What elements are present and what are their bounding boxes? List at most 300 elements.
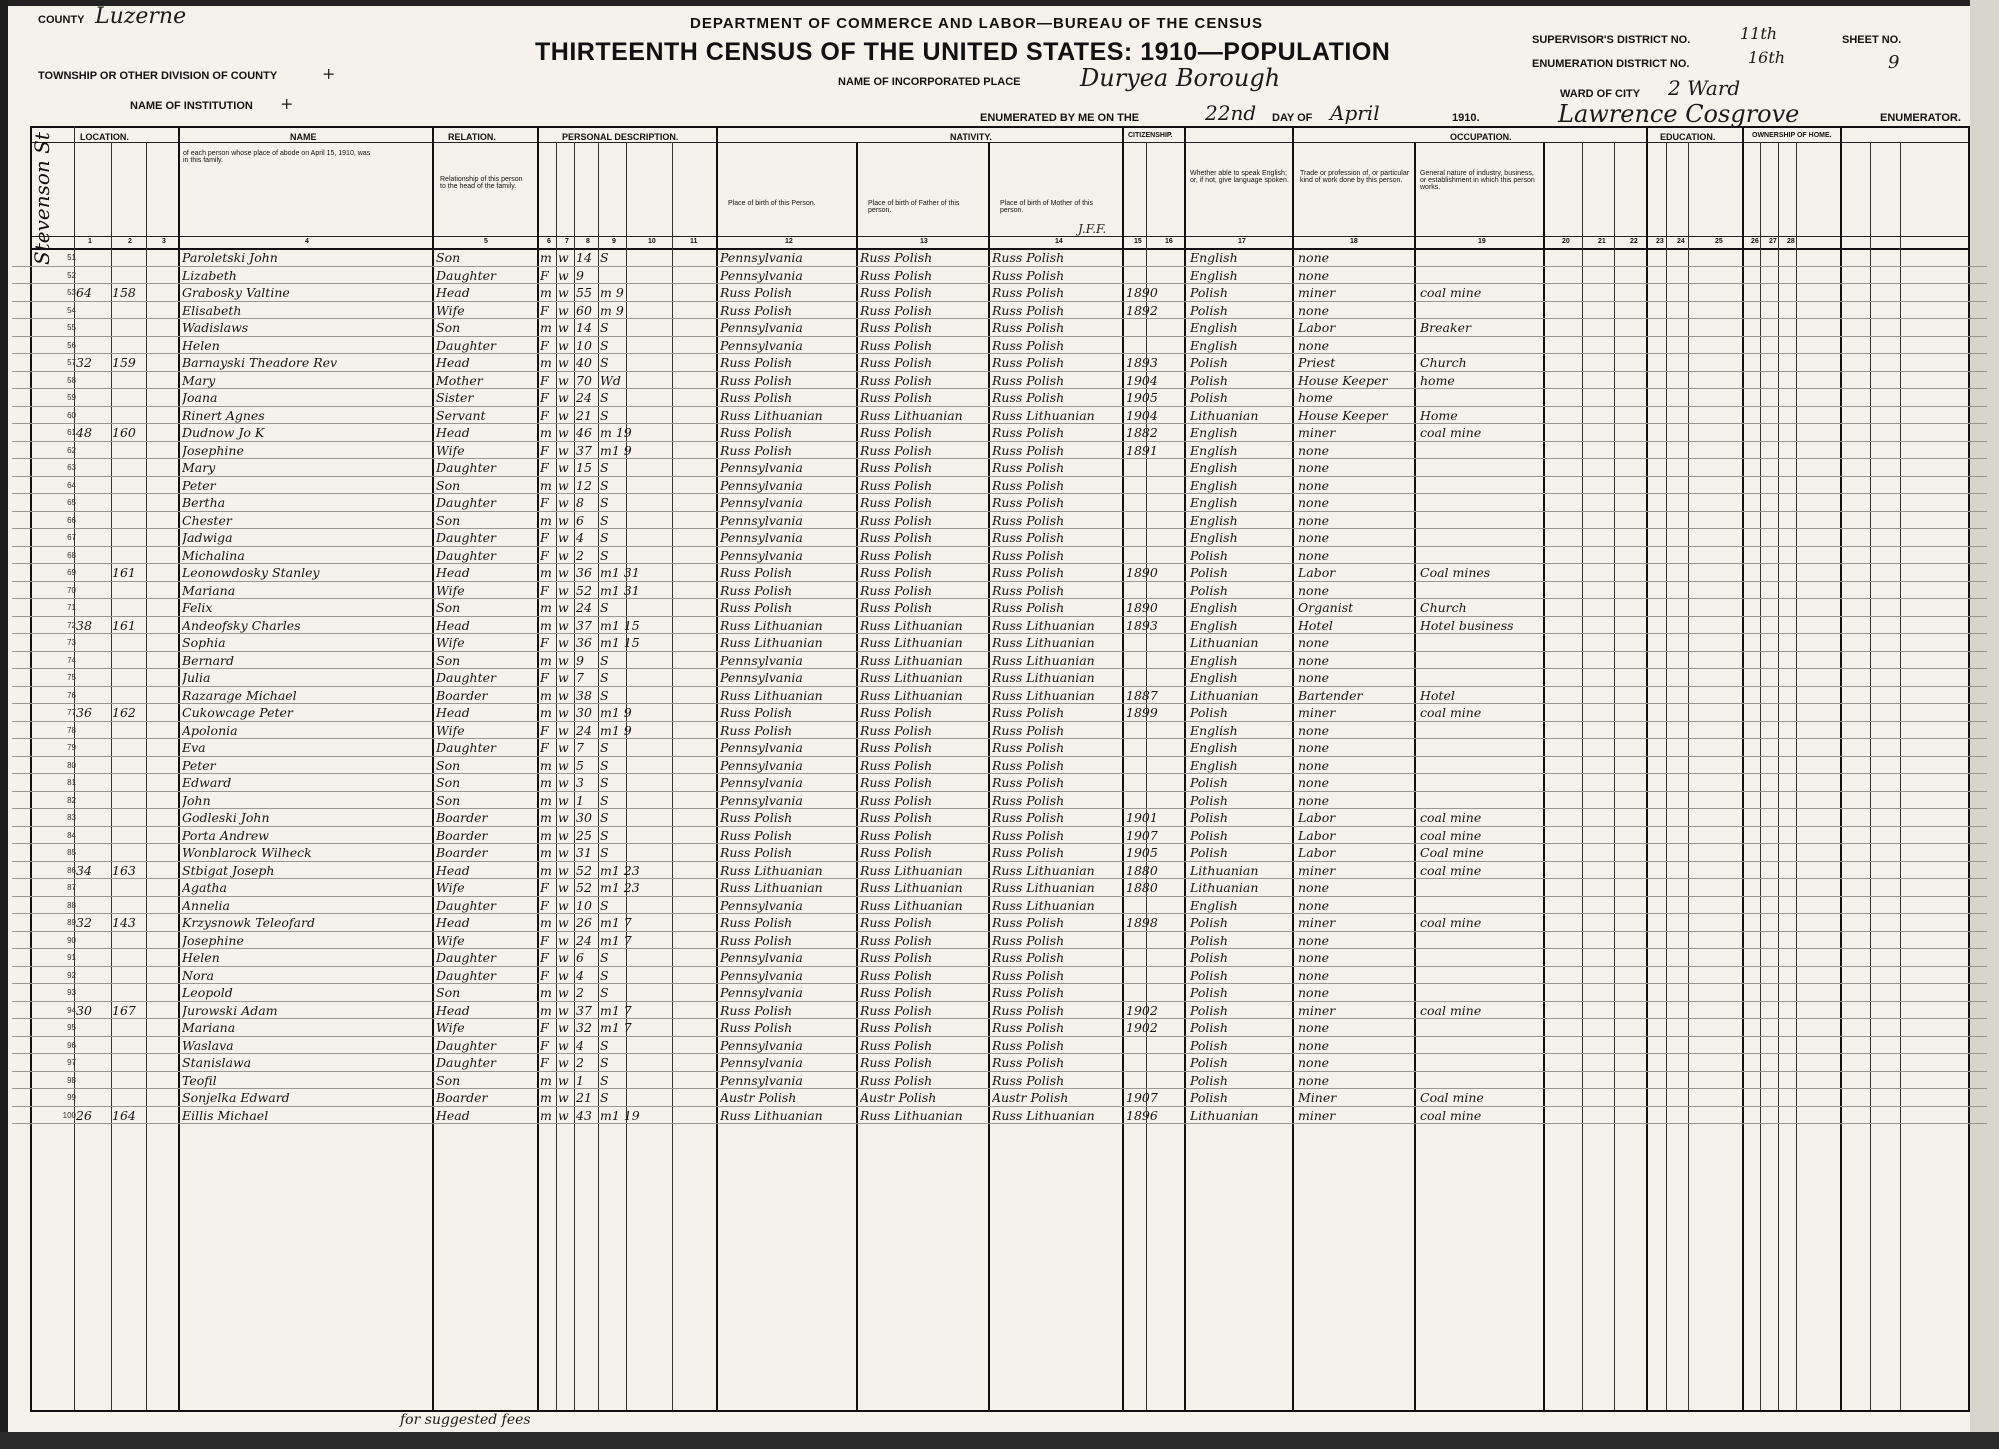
cell-sex: m: [540, 285, 552, 300]
cell-birth: Russ Polish: [720, 600, 793, 615]
cell-father: Russ Polish: [860, 757, 933, 773]
cell-father: Russ Polish: [860, 320, 933, 335]
cell-imm: [1126, 792, 1160, 808]
cell-lang: Polish: [1190, 792, 1228, 808]
cell-father: Russ Polish: [860, 985, 933, 1000]
table-row: [12, 809, 1987, 827]
table-row: [12, 1054, 1987, 1072]
table-row: [12, 687, 1987, 705]
cell-dw: 64: [76, 285, 92, 300]
cell-sex: F: [540, 932, 549, 948]
cell-birth: Pennsylvania: [720, 967, 803, 983]
cell-name: Helen: [182, 950, 220, 965]
table-row: [12, 1072, 1987, 1090]
cell-ind: coal mine: [1420, 915, 1482, 930]
cell-mother: Russ Polish: [992, 302, 1065, 318]
cell-fam: 167: [112, 1002, 136, 1018]
cell-ms: S: [600, 1090, 609, 1105]
cell-sex: F: [540, 1037, 549, 1053]
cell-ind: coal mine: [1420, 810, 1482, 825]
cell-ind: [1420, 389, 1546, 405]
cell-ms: m1 7: [600, 915, 632, 930]
cell-rel: Son: [436, 775, 461, 790]
cell-age: 7: [576, 670, 584, 685]
cell-name: John: [182, 792, 211, 808]
column-number: 23: [1656, 238, 1664, 245]
stamp-initials: J.F.F.: [1078, 222, 1107, 236]
cell-trade: Miner: [1298, 1090, 1337, 1105]
cell-rel: Son: [436, 512, 461, 528]
cell-lang: Polish: [1190, 1055, 1228, 1070]
cell-fam: [112, 477, 144, 493]
cell-line: 77: [67, 708, 76, 717]
cell-race: w: [558, 512, 569, 528]
cell-age: 7: [576, 740, 584, 755]
cell-birth: Pennsylvania: [720, 512, 803, 528]
cell-line: 84: [67, 830, 76, 840]
cell-sex: F: [540, 950, 549, 965]
cell-trade: none: [1298, 757, 1330, 773]
cell-race: w: [558, 372, 569, 388]
cell-race: w: [558, 810, 569, 825]
cell-name: Peter: [182, 477, 216, 493]
cell-sex: m: [540, 792, 552, 808]
cell-sex: m: [540, 652, 552, 668]
cell-rel: Wife: [436, 1020, 465, 1035]
cell-name: Nora: [182, 967, 214, 983]
cell-lang: Polish: [1190, 967, 1228, 983]
cell-lang: Polish: [1190, 565, 1228, 580]
cell-trade: Hotel: [1298, 617, 1333, 633]
cell-trade: Labor: [1298, 845, 1336, 860]
cell-sex: F: [540, 740, 549, 755]
cell-line: 95: [67, 1023, 76, 1032]
cell-fam: [112, 827, 144, 843]
cell-race: w: [558, 775, 569, 790]
scan-border-bottom: [0, 1432, 1999, 1449]
cell-race: w: [558, 1055, 569, 1070]
cell-name: Jurowski Adam: [182, 1002, 278, 1018]
cell-age: 52: [576, 582, 592, 598]
cell-line: 93: [67, 988, 76, 997]
column-number: 21: [1598, 238, 1606, 245]
cell-birth: Pennsylvania: [720, 1055, 803, 1070]
cell-imm: [1126, 652, 1160, 668]
cell-father: Russ Polish: [860, 565, 933, 580]
cell-father: Russ Polish: [860, 530, 933, 545]
cell-age: 10: [576, 337, 592, 353]
cell-trade: none: [1298, 530, 1330, 545]
cell-name: Krzysnowk Teleofard: [182, 915, 315, 930]
cell-father: Russ Polish: [860, 582, 933, 598]
cell-birth: Russ Polish: [720, 442, 793, 458]
cell-ms: S: [600, 810, 609, 825]
table-row: [12, 494, 1987, 512]
cell-ms: m1 7: [600, 932, 632, 948]
cell-ms: m 19: [600, 425, 632, 440]
cell-lang: Polish: [1190, 775, 1228, 790]
cell-father: Russ Polish: [860, 775, 933, 790]
cell-age: 4: [576, 530, 584, 545]
table-row: [12, 337, 1987, 355]
cell-birth: Russ Lithuanian: [720, 617, 823, 633]
cell-race: w: [558, 267, 569, 283]
county-label: COUNTY: [38, 14, 85, 26]
cell-dw: [76, 249, 110, 265]
cell-age: 31: [576, 845, 592, 860]
cell-father: Russ Lithuanian: [860, 407, 963, 423]
cell-fam: [112, 1089, 144, 1105]
cell-trade: House Keeper: [1298, 372, 1388, 388]
cell-name: Jadwiga: [182, 530, 233, 545]
cell-trade: none: [1298, 722, 1330, 738]
cell-name: Helen: [182, 337, 220, 353]
cell-ms: S: [600, 757, 609, 773]
cell-trade: miner: [1298, 285, 1336, 300]
cell-race: w: [558, 740, 569, 755]
cell-lang: Lithuanian: [1190, 862, 1259, 878]
cell-sex: F: [540, 670, 549, 685]
column-number: 25: [1715, 238, 1723, 245]
cell-ind: home: [1420, 372, 1455, 388]
cell-ms: m1 23: [600, 880, 640, 895]
cell-dw: [76, 792, 110, 808]
day-of-label: DAY OF: [1272, 112, 1313, 124]
cell-dw: [76, 774, 110, 790]
cell-lang: English: [1190, 600, 1238, 615]
cell-name: Mariana: [182, 1020, 236, 1035]
cell-lang: English: [1190, 652, 1238, 668]
cell-age: 36: [576, 565, 592, 580]
cell-birth: Pennsylvania: [720, 652, 803, 668]
cell-age: 9: [576, 652, 584, 668]
cell-ms: m1 23: [600, 862, 640, 878]
cell-line: 94: [67, 1005, 76, 1015]
cell-fam: [112, 967, 144, 983]
group-citizenship: CITIZENSHIP.: [1128, 132, 1173, 139]
cell-birth: Pennsylvania: [720, 495, 803, 510]
cell-mother: Russ Polish: [992, 442, 1065, 458]
cell-ms: m1 31: [600, 582, 640, 598]
cell-dw: 34: [76, 862, 92, 878]
cell-name: Paroletski John: [182, 250, 278, 265]
cell-ms: S: [600, 320, 609, 335]
cell-imm: 1890: [1126, 285, 1158, 300]
cell-ind: coal mine: [1420, 285, 1482, 300]
cell-imm: [1126, 477, 1160, 493]
cell-age: 25: [576, 827, 592, 843]
cell-rel: Head: [436, 1002, 470, 1018]
cell-father: Russ Polish: [860, 915, 933, 930]
cell-ind: Breaker: [1420, 320, 1471, 335]
cell-rel: Daughter: [436, 495, 496, 510]
cell-sex: F: [540, 582, 549, 598]
cell-mother: Russ Polish: [992, 1020, 1065, 1035]
cell-rel: Son: [436, 600, 461, 615]
cell-mother: Russ Polish: [992, 950, 1065, 965]
cell-rel: Son: [436, 792, 461, 808]
cell-dw: [76, 897, 110, 913]
cell-rel: Head: [436, 565, 470, 580]
cell-name: Leopold: [182, 985, 233, 1000]
cell-lang: Lithuanian: [1190, 635, 1259, 650]
cell-ind: [1420, 652, 1546, 668]
cell-fam: 161: [112, 565, 136, 580]
cell-dw: [76, 739, 110, 755]
cell-ms: Wd: [600, 372, 621, 388]
cell-race: w: [558, 985, 569, 1000]
cell-ms: S: [600, 390, 609, 405]
cell-imm: [1126, 757, 1160, 773]
cell-mother: Russ Polish: [992, 1037, 1065, 1053]
cell-ind: coal mine: [1420, 827, 1482, 843]
cell-age: 1: [576, 1072, 584, 1088]
cell-ind: coal mine: [1420, 1002, 1482, 1018]
cell-line: 83: [67, 813, 76, 822]
cell-fam: [112, 372, 144, 388]
cell-age: 52: [576, 880, 592, 895]
cell-ind: [1420, 774, 1546, 790]
cell-dw: [76, 809, 110, 825]
cell-name: Agatha: [182, 880, 228, 895]
cell-trade: Priest: [1298, 355, 1336, 370]
cell-trade: Labor: [1298, 320, 1336, 335]
cell-mother: Russ Polish: [992, 792, 1065, 808]
cell-sex: F: [540, 897, 549, 913]
cell-fam: [112, 1054, 144, 1070]
cell-sex: m: [540, 687, 552, 703]
cell-fam: [112, 547, 144, 563]
cell-mother: Russ Polish: [992, 547, 1065, 563]
column-number: 13: [920, 238, 928, 245]
cell-lang: English: [1190, 740, 1238, 755]
cell-imm: 1905: [1126, 845, 1158, 860]
cell-dw: [76, 319, 110, 335]
cell-sex: F: [540, 635, 549, 650]
cell-age: 30: [576, 705, 592, 720]
cell-name: Godleski John: [182, 810, 270, 825]
column-number: 8: [586, 238, 590, 245]
cell-name: Porta Andrew: [182, 827, 270, 843]
cell-rel: Wife: [436, 302, 465, 318]
cell-age: 5: [576, 757, 584, 773]
cell-race: w: [558, 460, 569, 475]
cell-line: 80: [67, 760, 76, 770]
cell-race: w: [558, 250, 569, 265]
cell-trade: miner: [1298, 862, 1336, 878]
cell-line: 67: [67, 533, 76, 542]
column-number: 3: [162, 238, 166, 245]
cell-mother: Russ Polish: [992, 1002, 1065, 1018]
cell-line: 61: [67, 428, 76, 437]
cell-race: w: [558, 1090, 569, 1105]
cell-mother: Russ Lithuanian: [992, 862, 1095, 878]
cell-trade: none: [1298, 950, 1330, 965]
cell-race: w: [558, 792, 569, 808]
cell-line: 73: [67, 638, 76, 647]
cell-ms: S: [600, 740, 609, 755]
enumerated-label: ENUMERATED BY ME ON THE: [980, 112, 1140, 124]
cell-fam: [112, 879, 144, 895]
cell-name: Lizabeth: [182, 267, 237, 283]
cell-race: w: [558, 495, 569, 510]
cell-line: 98: [67, 1075, 76, 1085]
cell-sex: m: [540, 512, 552, 528]
cell-age: 36: [576, 635, 592, 650]
footer-note: for suggested fees: [400, 1412, 531, 1428]
cell-father: Russ Polish: [860, 967, 933, 983]
cell-sex: F: [540, 967, 549, 983]
cell-dw: [76, 949, 110, 965]
cell-birth: Russ Polish: [720, 705, 793, 720]
cell-imm: [1126, 459, 1160, 475]
census-rows: [12, 249, 1987, 1124]
cell-race: w: [558, 932, 569, 948]
cell-ms: m1 7: [600, 1002, 632, 1018]
header-rule-numbers: [30, 236, 1970, 237]
cell-mother: Russ Polish: [992, 1055, 1065, 1070]
cell-imm: 1902: [1126, 1020, 1158, 1035]
cell-fam: [112, 949, 144, 965]
cell-trade: Labor: [1298, 827, 1336, 843]
cell-ind: [1420, 984, 1546, 1000]
group-ownership: OWNERSHIP OF HOME.: [1752, 132, 1832, 139]
cell-ms: S: [600, 775, 609, 790]
place-value: Duryea Borough: [1080, 64, 1281, 92]
cell-sex: F: [540, 337, 549, 353]
cell-lang: English: [1190, 757, 1238, 773]
cell-birth: Russ Lithuanian: [720, 862, 823, 878]
table-row: [12, 267, 1987, 285]
cell-father: Russ Lithuanian: [860, 635, 963, 650]
cell-name: Sonjelka Edward: [182, 1090, 290, 1105]
cell-name: Eillis Michael: [182, 1107, 269, 1123]
cell-age: 37: [576, 442, 592, 458]
cell-ind: coal mine: [1420, 862, 1482, 878]
cell-line: 56: [67, 340, 76, 350]
cell-father: Russ Lithuanian: [860, 897, 963, 913]
cell-mother: Russ Polish: [992, 495, 1065, 510]
cell-lang: Polish: [1190, 810, 1228, 825]
cell-imm: [1126, 494, 1160, 510]
cell-sex: m: [540, 1107, 552, 1123]
cell-fam: [112, 722, 144, 738]
cell-father: Russ Lithuanian: [860, 862, 963, 878]
cell-mother: Russ Polish: [992, 775, 1065, 790]
cell-mother: Russ Lithuanian: [992, 652, 1095, 668]
cell-ind: [1420, 634, 1546, 650]
cell-line: 70: [67, 585, 76, 595]
cell-name: Mary: [182, 372, 216, 388]
cell-ind: [1420, 459, 1546, 475]
cell-father: Russ Lithuanian: [860, 1107, 963, 1123]
cell-trade: none: [1298, 792, 1330, 808]
cell-sex: F: [540, 1020, 549, 1035]
cell-ms: S: [600, 407, 609, 423]
table-row: [12, 529, 1987, 547]
cell-fam: 143: [112, 915, 136, 930]
cell-race: w: [558, 547, 569, 563]
table-row: [12, 914, 1987, 932]
cell-fam: [112, 897, 144, 913]
cell-lang: Lithuanian: [1190, 407, 1259, 423]
column-number: 17: [1238, 238, 1246, 245]
cell-age: 24: [576, 932, 592, 948]
cell-ms: S: [600, 652, 609, 668]
cell-name: Andeofsky Charles: [182, 617, 301, 633]
cell-age: 1: [576, 792, 584, 808]
cell-sex: m: [540, 250, 552, 265]
table-row: [12, 774, 1987, 792]
table-row: [12, 424, 1987, 442]
cell-ind: [1420, 897, 1546, 913]
cell-rel: Daughter: [436, 337, 496, 353]
cell-father: Russ Lithuanian: [860, 670, 963, 685]
cell-ind: [1420, 547, 1546, 563]
cell-trade: none: [1298, 1055, 1330, 1070]
cell-rel: Son: [436, 320, 461, 335]
cell-name: Josephine: [182, 442, 244, 458]
cell-ind: [1420, 879, 1546, 895]
cell-father: Russ Polish: [860, 1002, 933, 1018]
cell-birth: Russ Polish: [720, 302, 793, 318]
head-birth-self: Place of birth of this Person.: [728, 200, 816, 207]
cell-trade: home: [1298, 390, 1333, 405]
cell-ms: m1 9: [600, 442, 632, 458]
head-industry: General nature of industry, business, or establishment in which this person works.: [1420, 170, 1535, 191]
cell-fam: [112, 319, 144, 335]
column-number: 20: [1562, 238, 1570, 245]
cell-trade: none: [1298, 880, 1330, 895]
cell-father: Russ Polish: [860, 460, 933, 475]
cell-name: Felix: [182, 600, 213, 615]
cell-fam: [112, 459, 144, 475]
cell-age: 4: [576, 967, 584, 983]
cell-birth: Pennsylvania: [720, 985, 803, 1000]
table-row: [12, 949, 1987, 967]
cell-dw: [76, 442, 110, 458]
cell-age: 2: [576, 1055, 584, 1070]
cell-rel: Daughter: [436, 967, 496, 983]
cell-father: Russ Polish: [860, 600, 933, 615]
cell-father: Russ Polish: [860, 722, 933, 738]
cell-name: Stbigat Joseph: [182, 862, 275, 878]
cell-ms: m1 31: [600, 565, 640, 580]
cell-father: Russ Polish: [860, 372, 933, 388]
cell-sex: m: [540, 775, 552, 790]
cell-birth: Pennsylvania: [720, 950, 803, 965]
cell-name: Chester: [182, 512, 232, 528]
cell-trade: Labor: [1298, 810, 1336, 825]
cell-rel: Wife: [436, 582, 465, 598]
cell-imm: 1904: [1126, 407, 1158, 423]
cell-rel: Wife: [436, 635, 465, 650]
cell-mother: Austr Polish: [992, 1090, 1069, 1105]
column-number: 1: [88, 238, 92, 245]
table-row: [12, 897, 1987, 915]
cell-dw: [76, 932, 110, 948]
cell-imm: 1902: [1126, 1002, 1158, 1018]
cell-fam: [112, 634, 144, 650]
cell-line: 63: [67, 463, 76, 472]
cell-ms: S: [600, 845, 609, 860]
cell-ms: m1 9: [600, 722, 632, 738]
cell-age: 21: [576, 407, 592, 423]
cell-ms: S: [600, 600, 609, 615]
cell-race: w: [558, 635, 569, 650]
column-number: 18: [1350, 238, 1358, 245]
cell-trade: none: [1298, 547, 1330, 563]
